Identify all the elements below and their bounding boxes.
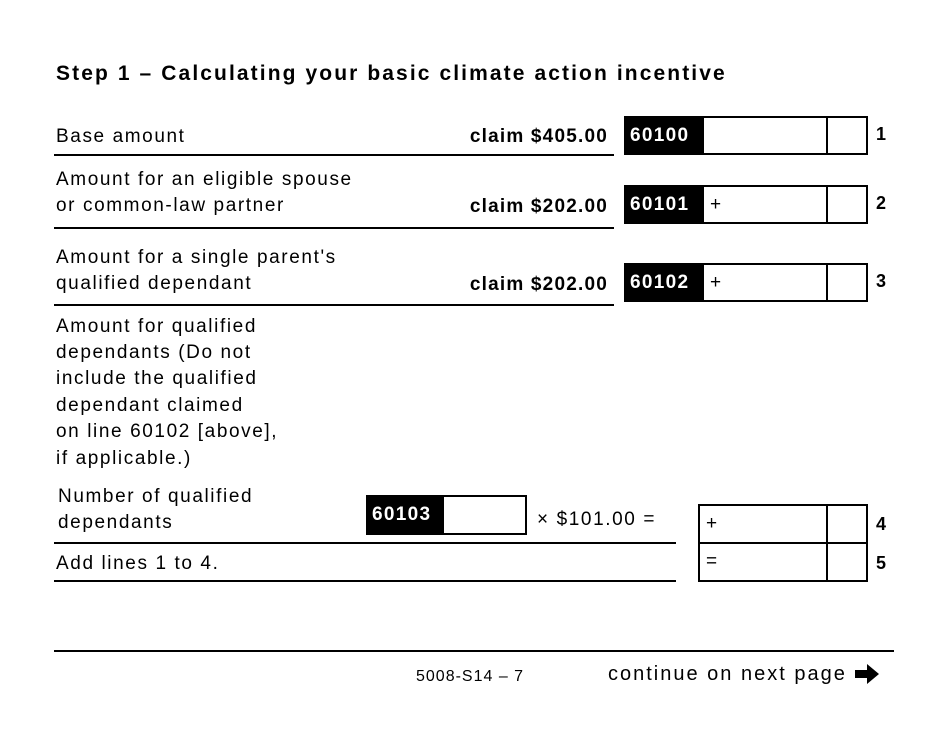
line-number-5: 5 xyxy=(876,553,887,573)
line-4-cents-input[interactable] xyxy=(828,506,866,542)
arrow-right-icon xyxy=(853,662,881,686)
line-5-box[interactable] xyxy=(698,542,868,582)
qualified-intro-1: Amount for qualified xyxy=(56,316,257,337)
multiplier-text: × $101.00 = xyxy=(537,509,657,530)
line-2-cents-input[interactable] xyxy=(828,187,866,222)
field-code-60101: 60101 xyxy=(626,187,704,222)
line-4-dollars-input[interactable]: + xyxy=(700,506,828,542)
line-1-rule xyxy=(54,154,614,156)
line-3-rule xyxy=(54,304,614,306)
form-id: 5008-S14 – 7 xyxy=(416,668,525,685)
line-3-cents-input[interactable] xyxy=(828,265,866,300)
field-60100[interactable] xyxy=(624,116,868,155)
field-code-60102: 60102 xyxy=(626,265,704,300)
line-2-rule xyxy=(54,227,614,229)
line-number-2: 2 xyxy=(876,193,887,213)
line-2-claim: claim $202.00 xyxy=(469,196,608,217)
line-number-4: 4 xyxy=(876,514,887,534)
line-2-dollars-input[interactable]: + xyxy=(704,187,828,222)
total-label: Add lines 1 to 4. xyxy=(56,553,220,574)
line-3-label-1: Amount for a single parent's xyxy=(56,247,337,268)
field-60103[interactable] xyxy=(366,495,527,535)
line-4-rule xyxy=(54,542,676,544)
line-3-dollars-input[interactable]: + xyxy=(704,265,828,300)
line-3-claim: claim $202.00 xyxy=(469,274,608,295)
field-60102[interactable] xyxy=(624,263,868,302)
continue-next-page[interactable] xyxy=(608,662,881,686)
line-2-label-1: Amount for an eligible spouse xyxy=(56,169,353,190)
qualified-intro-5: on line 60102 [above], xyxy=(56,421,279,442)
field-60101[interactable] xyxy=(624,185,868,224)
continue-text: continue on next page xyxy=(608,662,847,685)
line-5-cents-input[interactable] xyxy=(828,544,866,580)
qualified-intro-6: if applicable.) xyxy=(56,448,192,469)
line-number-3: 3 xyxy=(876,271,887,291)
number-qualified-label-1: Number of qualified xyxy=(58,486,254,507)
qualified-intro-2: dependants (Do not xyxy=(56,342,252,363)
line-4-box[interactable] xyxy=(698,504,868,544)
qualified-intro-4: dependant claimed xyxy=(56,395,244,416)
line-3-label-2: qualified dependant xyxy=(56,273,253,294)
step-title: Step 1 – Calculating your basic climate action incentive xyxy=(56,62,727,85)
line-2-label-2: or common-law partner xyxy=(56,195,285,216)
line-5-dollars-input[interactable]: = xyxy=(700,544,828,580)
line-1-cents-input[interactable] xyxy=(828,118,866,153)
field-code-60100: 60100 xyxy=(626,118,704,153)
number-qualified-label-2: dependants xyxy=(58,512,174,533)
qualified-intro-3: include the qualified xyxy=(56,368,258,389)
line-1-label: Base amount xyxy=(56,126,186,147)
line-1-claim: claim $405.00 xyxy=(469,126,608,147)
field-code-60103: 60103 xyxy=(368,497,444,533)
line-5-rule xyxy=(54,580,676,582)
line-number-1: 1 xyxy=(876,124,887,144)
number-qualified-input[interactable] xyxy=(444,497,525,533)
line-1-dollars-input[interactable] xyxy=(704,118,828,153)
footer-rule xyxy=(54,650,894,652)
